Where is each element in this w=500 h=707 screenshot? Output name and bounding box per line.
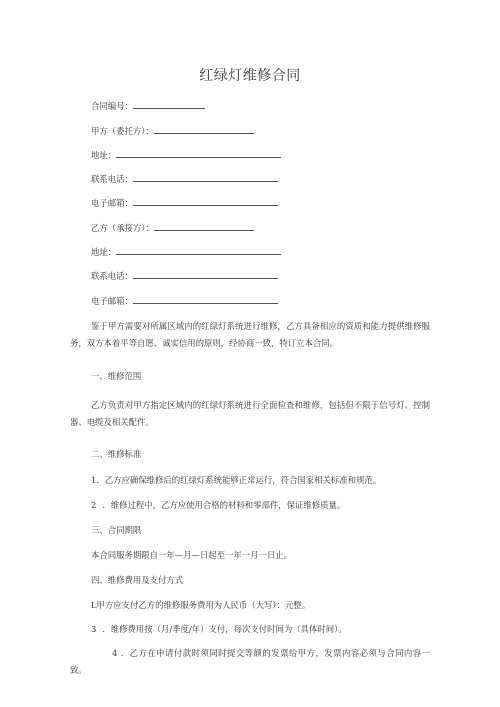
field-contract-number [91, 99, 205, 112]
field-party-b-phone [91, 269, 278, 282]
party-b-phone-blank[interactable] [133, 269, 278, 279]
item-text: L甲方应支付乙方的维修服务费用为人民币（大写）：元整。 [91, 600, 311, 610]
field-party-a-address [91, 148, 281, 161]
list-item [91, 499, 345, 511]
field-label: 地址： [91, 150, 117, 160]
section-body-scope: 乙方负责对甲方指定区域内的红绿灯系统进行全面检查和维修，包括但不限于信号灯、控制器、电缆及相关配件。 [70, 400, 430, 427]
item-number: 4 [112, 648, 118, 658]
party-b-blank[interactable] [154, 221, 254, 231]
party-b-address-blank[interactable] [116, 245, 281, 255]
party-a-address-blank[interactable] [116, 148, 281, 158]
section-body-term: 本合同服务期限自一年—月—日起至一年一月一日止。 [91, 550, 292, 560]
field-label: 乙方（承接方）： [91, 223, 154, 233]
field-label: 联系电话： [91, 271, 133, 281]
intro-paragraph: 鉴于甲方需要对所属区域内的红绿灯系统进行维修，乙方具备相应的资质和能力提供维修服务，双方本着平等自愿、诚实信用的原则，经协商一致，特订立本合同。 [70, 321, 430, 348]
field-label: 地址： [91, 247, 117, 257]
field-label: 电子邮箱： [91, 198, 133, 208]
list-item [91, 623, 347, 635]
party-a-phone-blank[interactable] [133, 172, 278, 182]
party-a-email-blank[interactable] [133, 196, 278, 206]
field-label: 甲方（委托方）： [91, 126, 154, 136]
field-party-a-phone [91, 172, 278, 185]
section-heading-term: 三、合同期限 [91, 525, 142, 535]
contract-number-blank[interactable] [133, 99, 205, 109]
item-text: ．乙方在申请付款时须同时提交等额的发票给甲方，发票内容必须与合同内容一致。 [70, 648, 430, 675]
field-party-b-email [91, 294, 278, 307]
field-party-a-email [91, 196, 278, 209]
field-party-a [91, 124, 254, 137]
item-number: 2 [91, 500, 97, 510]
list-item [91, 599, 310, 611]
section-heading-fees: 四、维修费用及支付方式 [91, 575, 184, 585]
field-label: 合同编号： [91, 101, 133, 111]
field-party-b-address [91, 245, 281, 258]
item-text: ．维修费用按（月/季度/年）支付，每次支付时间为（具体时间）。 [102, 624, 347, 634]
list-item [91, 474, 381, 486]
section-heading-scope: 一、维修范围 [91, 371, 142, 381]
item-number: 1 [91, 475, 97, 485]
item-text: ．乙方应确保维修后的红绿灯系统能够正常运行，符合国家相关标准和规范。 [96, 475, 382, 485]
item-text: ．维修过程中，乙方应使用合格的材料和零部件，保证维修质量。 [102, 500, 346, 510]
party-a-blank[interactable] [154, 124, 254, 134]
party-b-email-blank[interactable] [133, 294, 278, 304]
item-number: 3 [91, 624, 97, 634]
list-item [70, 645, 430, 679]
document-title: 红绿灯维修合同 [199, 68, 301, 84]
field-label: 联系电话： [91, 174, 133, 184]
field-party-b [91, 221, 254, 234]
field-label: 电子邮箱： [91, 296, 133, 306]
section-heading-standard: 二、维修标准 [91, 449, 142, 459]
